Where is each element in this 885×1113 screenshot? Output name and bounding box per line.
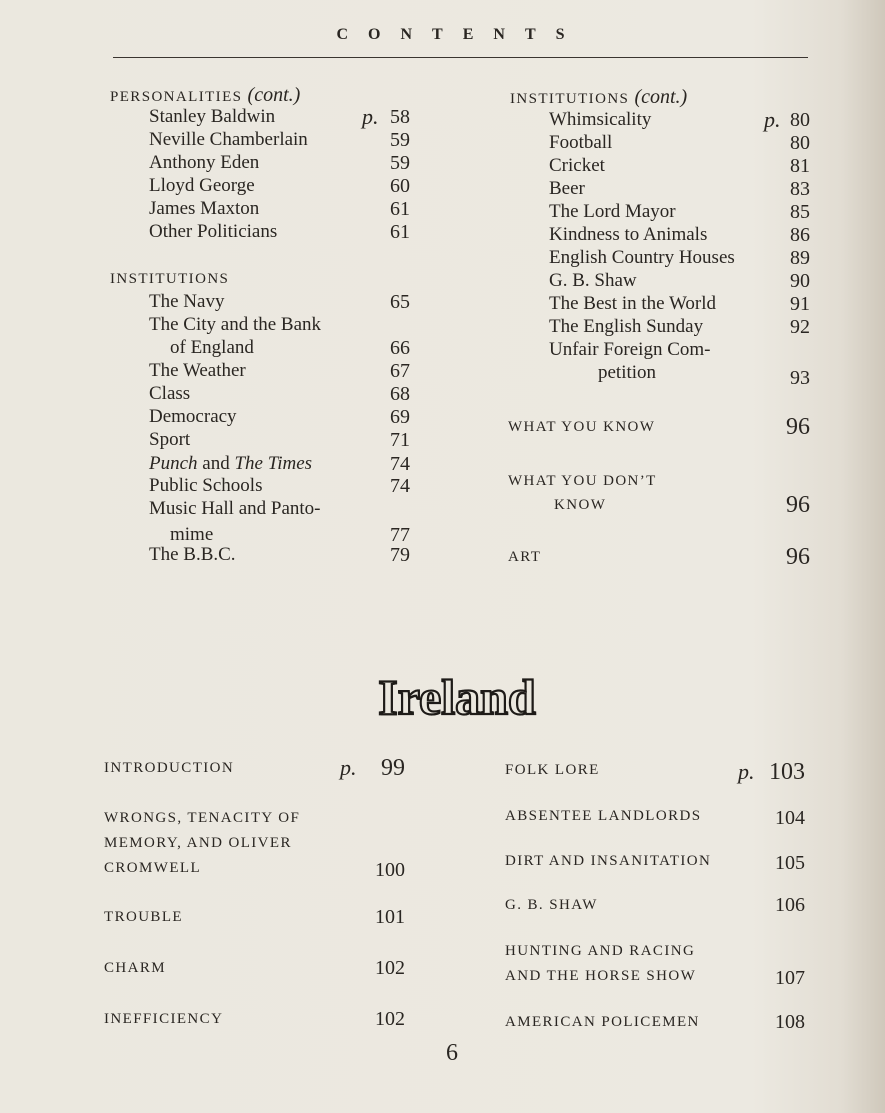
toc-entry-label: WHAT YOU DON’T bbox=[508, 473, 657, 489]
toc-entry-label: The B.B.C. bbox=[149, 544, 236, 565]
toc-entry-label: MEMORY, AND OLIVER bbox=[104, 835, 292, 851]
page-prefix: p. bbox=[738, 759, 755, 784]
toc-page-number: 66 bbox=[390, 337, 410, 359]
toc-entry-label: The English Sunday bbox=[549, 316, 704, 337]
toc-entry-label: Kindness to Animals bbox=[549, 224, 708, 245]
toc-entry-label: mime bbox=[170, 524, 214, 545]
toc-entry-label: Whimsicality bbox=[549, 109, 652, 130]
toc-page-number: 61 bbox=[390, 221, 410, 243]
toc-page-number: 85 bbox=[790, 201, 810, 223]
toc-entry-label: G. B. SHAW bbox=[505, 897, 598, 913]
contents-header: CONTENTS bbox=[336, 26, 585, 43]
toc-page-number: 92 bbox=[790, 316, 810, 338]
toc-page-number: 99 bbox=[381, 755, 405, 781]
toc-entry-label: AND THE HORSE SHOW bbox=[505, 968, 697, 984]
toc-page-number: 74 bbox=[390, 453, 410, 475]
toc-entry-label: Beer bbox=[549, 178, 585, 199]
toc-entry-label: Stanley Baldwin bbox=[149, 106, 276, 127]
toc-page-number: 96 bbox=[786, 544, 810, 570]
toc-entry-label: The Weather bbox=[149, 360, 246, 381]
toc-entry-label: KNOW bbox=[554, 497, 607, 513]
toc-page-number: 96 bbox=[786, 492, 810, 518]
toc-entry-label: HUNTING AND RACING bbox=[505, 943, 696, 959]
toc-entry-label: Punch and The Times bbox=[149, 453, 313, 474]
toc-entry-label: Class bbox=[149, 383, 191, 404]
toc-page-number: 65 bbox=[390, 291, 410, 313]
page-prefix: p. bbox=[764, 107, 781, 132]
section-title-ireland: Ireland bbox=[378, 669, 536, 725]
toc-page-number: 105 bbox=[775, 852, 805, 874]
toc-entry-label: petition bbox=[598, 362, 657, 383]
toc-entry-label: Anthony Eden bbox=[149, 152, 260, 173]
toc-page-number: 101 bbox=[375, 906, 405, 928]
toc-entry-label: CROMWELL bbox=[104, 860, 202, 876]
toc-page-number: 91 bbox=[790, 293, 810, 315]
toc-page-number: 58 bbox=[390, 106, 410, 128]
toc-entry-label: Neville Chamberlain bbox=[149, 129, 308, 150]
toc-page-number: 68 bbox=[390, 383, 410, 405]
toc-entry-label: Cricket bbox=[549, 155, 605, 176]
page-prefix: p. bbox=[340, 755, 357, 780]
toc-entry-label: Music Hall and Panto- bbox=[149, 498, 321, 519]
toc-entry-label: ABSENTEE LANDLORDS bbox=[505, 808, 702, 824]
toc-entry-label: English Country Houses bbox=[549, 247, 735, 268]
continued-marker: (cont.) bbox=[247, 84, 301, 106]
toc-entry-label: WHAT YOU KNOW bbox=[508, 419, 656, 435]
header-rule bbox=[113, 57, 808, 58]
toc-page-number: 80 bbox=[790, 109, 810, 131]
toc-page-number: 102 bbox=[375, 1008, 405, 1030]
page-prefix: p. bbox=[362, 104, 379, 129]
toc-entry-label: FOLK LORE bbox=[505, 762, 600, 778]
toc-entry-label: PERSONALITIES (cont.) bbox=[110, 84, 301, 106]
toc-entry-label: ART bbox=[508, 549, 542, 565]
toc-page-number: 100 bbox=[375, 859, 405, 881]
toc-page-number: 77 bbox=[390, 524, 410, 546]
toc-page-number: 69 bbox=[390, 406, 410, 428]
toc-page-number: 96 bbox=[786, 414, 810, 440]
toc-page-number: 80 bbox=[790, 132, 810, 154]
toc-entry-label: DIRT AND INSANITATION bbox=[505, 853, 712, 869]
toc-entry-label: Unfair Foreign Com- bbox=[549, 339, 711, 360]
toc-page-number: 71 bbox=[390, 429, 410, 451]
toc-entry-label: INEFFICIENCY bbox=[104, 1011, 224, 1027]
toc-page-number: 93 bbox=[790, 367, 810, 389]
toc-page-number: 61 bbox=[390, 198, 410, 220]
toc-entry-label: WRONGS, TENACITY OF bbox=[104, 810, 301, 826]
toc-page-number: 108 bbox=[775, 1011, 805, 1033]
toc-entry-label: AMERICAN POLICEMEN bbox=[505, 1014, 700, 1030]
toc-page-number: 83 bbox=[790, 178, 810, 200]
toc-page-number: 81 bbox=[790, 155, 810, 177]
toc-entry-label: G. B. Shaw bbox=[549, 270, 637, 291]
toc-entry-label: Sport bbox=[149, 429, 191, 450]
toc-page-number: 107 bbox=[775, 967, 805, 989]
toc-page-number: 60 bbox=[390, 175, 410, 197]
toc-page-number: 89 bbox=[790, 247, 810, 269]
toc-entry-label: The Navy bbox=[149, 291, 225, 312]
toc-entry-label: Public Schools bbox=[149, 475, 263, 496]
toc-page-number: 103 bbox=[769, 759, 805, 785]
toc-entry-label: The Best in the World bbox=[549, 293, 716, 314]
toc-page-number: 59 bbox=[390, 152, 410, 174]
toc-entry-label: The Lord Mayor bbox=[549, 201, 676, 222]
continued-marker: (cont.) bbox=[634, 86, 688, 108]
toc-page-number: 79 bbox=[390, 544, 410, 566]
toc-page-number: 59 bbox=[390, 129, 410, 151]
toc-entry-label: The City and the Bank bbox=[149, 314, 322, 335]
toc-page-number: 74 bbox=[390, 475, 410, 497]
toc-entry-label: Other Politicians bbox=[149, 221, 278, 242]
toc-entry-label: CHARM bbox=[104, 960, 167, 976]
toc-entry-label: INSTITUTIONS bbox=[110, 271, 230, 287]
toc-entry-label: INTRODUCTION bbox=[104, 760, 235, 776]
toc-entry-label: James Maxton bbox=[149, 198, 260, 219]
toc-entry-label: Democracy bbox=[149, 406, 237, 427]
toc-entry-label: of England bbox=[170, 337, 254, 358]
toc-entry-label: Lloyd George bbox=[149, 175, 255, 196]
toc-page-number: 67 bbox=[390, 360, 410, 382]
toc-page-number: 106 bbox=[775, 894, 805, 916]
toc-page-number: 104 bbox=[775, 807, 805, 829]
toc-entry-label: Football bbox=[549, 132, 613, 153]
toc-entry-label: TROUBLE bbox=[104, 909, 183, 925]
page-number: 6 bbox=[446, 1040, 458, 1066]
toc-entry-label: INSTITUTIONS (cont.) bbox=[510, 86, 688, 108]
toc-page-number: 102 bbox=[375, 957, 405, 979]
toc-page-number: 90 bbox=[790, 270, 810, 292]
toc-page-number: 86 bbox=[790, 224, 810, 246]
